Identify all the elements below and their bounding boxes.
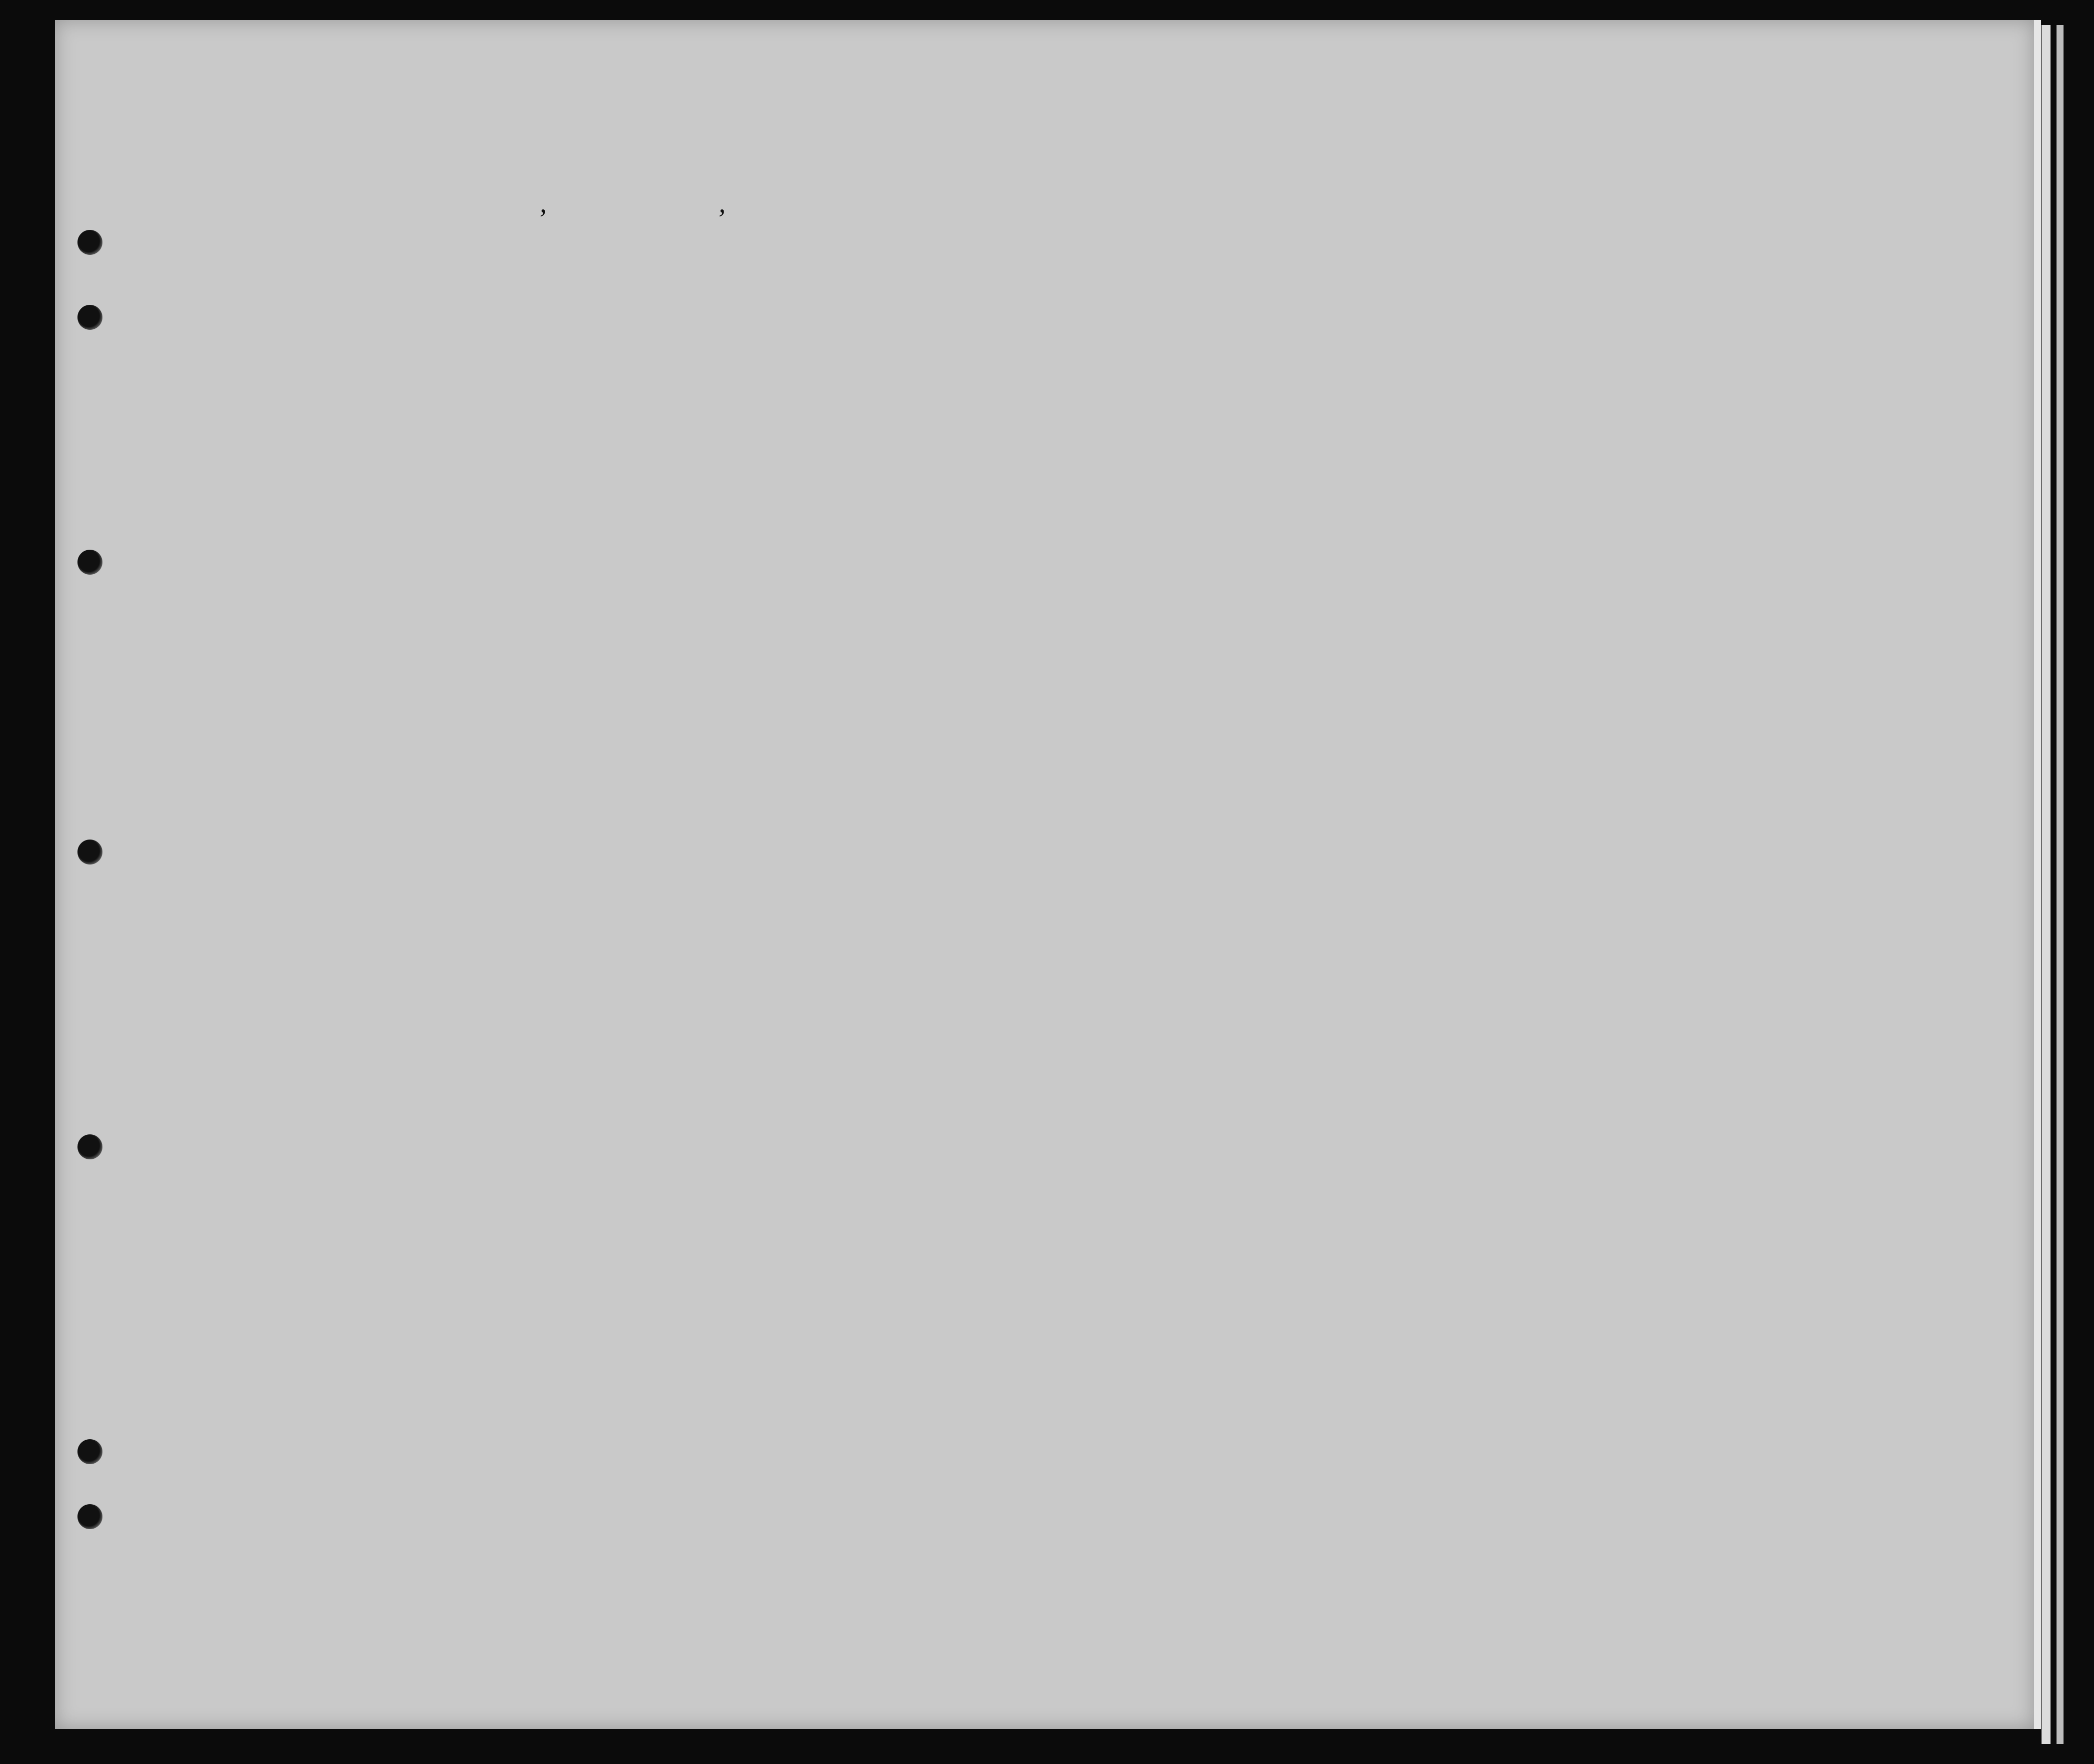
arrival-comma: , (719, 188, 726, 219)
arriving-comma: , (540, 188, 547, 219)
